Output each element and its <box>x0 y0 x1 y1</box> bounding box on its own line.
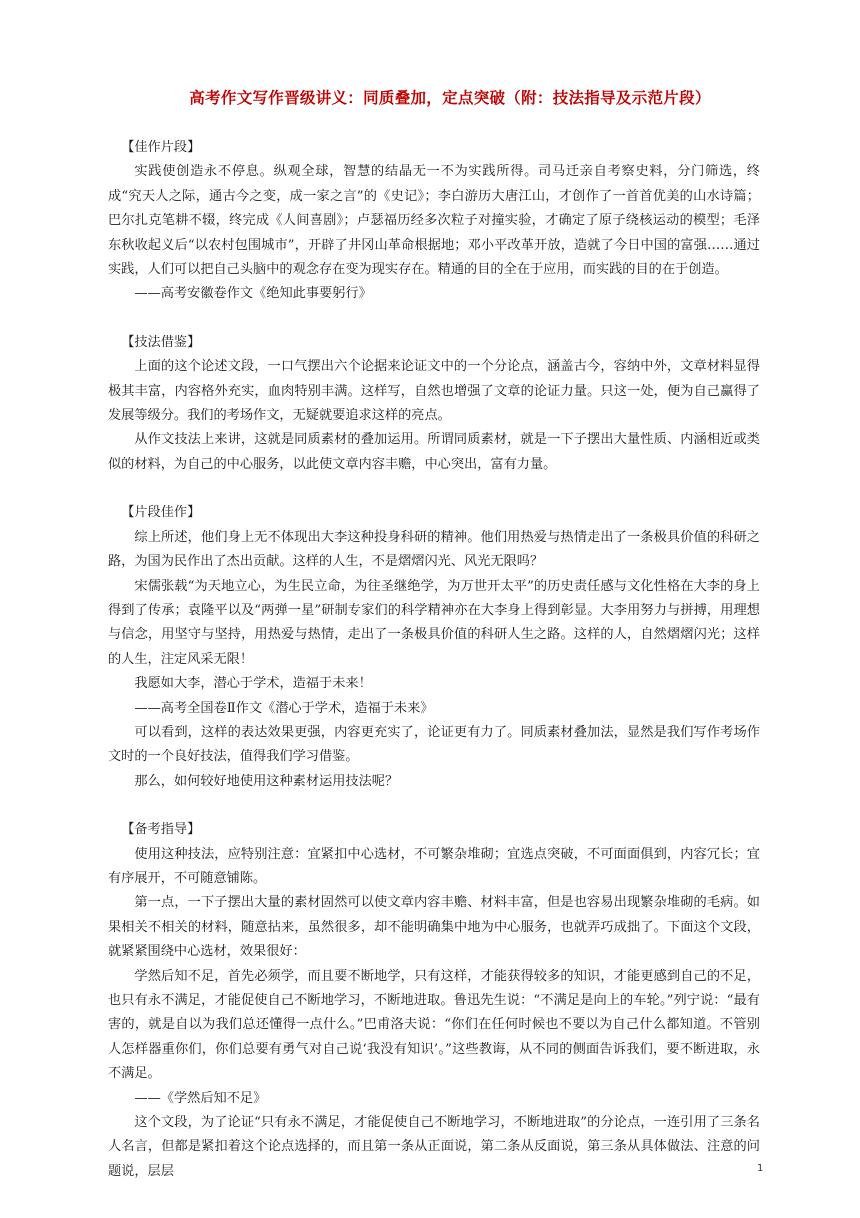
source-citation: ——高考全国卷Ⅱ作文《潜心于学术，造福于未来》 <box>134 700 434 716</box>
paragraph: 使用这种技法，应特别注意：宜紧扣中心选材，不可繁杂堆砌；宜选点突破，不可面面俱到，内容冗长；宜有序展开，不可随意铺陈。 <box>108 846 760 886</box>
paragraph: 从作文技法上来讲，这就是同质素材的叠加运用。所谓同质素材，就是一下子摆出大量性质、内涵相近或类似的材料，为自己的中心服务，以此使文章内容丰赡，中心突出，富有力量。 <box>108 432 760 472</box>
paragraph: 这个文段，为了论证“只有永不满足，才能促使自己不断地学习，不断地进取”的分论点，一连引用了三条名人名言，但都是紧扣着这个论点选择的，而且第一条从正面说，第二条从反面说，第三条从具体做法、注意的问题说，层层 <box>108 1115 760 1179</box>
section-heading-guidance: 【备考指导】 <box>121 822 201 838</box>
paragraph: 第一点，一下子摆出大量的素材固然可以使文章内容丰赡、材料丰富，但是也容易出现繁杂堆砌的毛病。如果相关不相关的材料，随意拈来，虽然很多，却不能明确集中地为中心服务，也就弄巧成拙了。下面这个文段，就紧紧围绕中心选材，效果很好： <box>108 895 760 960</box>
page-number: 1 <box>757 1163 764 1174</box>
paragraph: 上面的这个论述文段，一口气摆出六个论据来论证文中的一个分论点，涵盖古今，容纳中外，文章材料显得极其丰富，内容格外充实，血肉特别丰满。这样写，自然也增强了文章的论证力量。只这一处，便为自己赢得了发展等级分。我们的考场作文，无疑就要追求这样的亮点。 <box>108 359 760 424</box>
paragraph: 可以看到，这样的表达效果更强，内容更充实了，论证更有力了。同质素材叠加法，显然是我们写作考场作文时的一个良好技法，值得我们学习借鉴。 <box>108 724 760 765</box>
paragraph: 那么，如何较好地使用这种素材运用技法呢？ <box>134 773 399 789</box>
document-title: 高考作文写作晋级讲义：同质叠加，定点突破（附：技法指导及示范片段） <box>189 89 711 107</box>
source-citation: ——《学然后知不足》 <box>134 1090 267 1106</box>
source-citation: ——高考安徽卷作文《绝知此事要躬行》 <box>134 286 372 302</box>
paragraph: 我愿如大李，潜心于学术，造福于未来！ <box>134 676 372 692</box>
section-heading-technique: 【技法借鉴】 <box>121 334 201 350</box>
paragraph: 学然后知不足，首先必须学，而且要不断地学，只有这样，才能获得较多的知识，才能更感到自己的不足，也只有永不满足，才能促使自己不断地学习，不断地进取。鲁迅先生说：“不满足是向上的车轮。”列宁说：“最有害的，就是自以为我们总还懂得一点什么。”巴甫洛夫说：“你们在任何时候也不要以为自己什么都知道。不管别人怎样器重你们，你们总要有勇气对自己说‘我没有知识’。”这些教诲，从不同的侧面告诉我们，要不断进取，永不满足。 <box>108 968 760 1082</box>
section-heading-sample: 【片段佳作】 <box>121 505 201 521</box>
paragraph: 宋儒张载“为天地立心，为生民立命，为往圣继绝学，为万世开太平”的历史责任感与文化性格在大李的身上得到了传承；袁隆平以及“两弹一星”研制专家们的科学精神亦在大李身上得到彰显。大李用努力与拼搏，用理想与信念，用坚守与坚持，用热爱与热情，走出了一条极具价值的科研人生之路。这样的人，自然熠熠闪光；这样的人生，注定风采无限！ <box>108 578 760 667</box>
document-body <box>108 136 760 1184</box>
section-heading-excerpt: 【佳作片段】 <box>121 140 201 155</box>
paragraph: 实践使创造永不停息。纵观全球，智慧的结晶无一不为实践所得。司马迁亲自考察史料，分门筛选，终成“究天人之际，通古今之变，成一家之言”的《史记》；李白游历大唐江山，才创作了一首首优美的山水诗篇；巴尔扎克笔耕不辍，终完成《人间喜剧》；卢瑟福历经多次粒子对撞实验，才确定了原子绕核运动的模型；毛泽东秋收起义后“以农村包围城市”，开辟了井冈山革命根据地；邓小平改革开放，造就了今日中国的富强……通过实践，人们可以把自己头脑中的观念存在变为现实存在。精通的目的全在于应用，而实践的目的在于创造。 <box>108 164 760 278</box>
paragraph: 综上所述，他们身上无不体现出大李这种投身科研的精神。他们用热爱与热情走出了一条极具价值的科研之路，为国为民作出了杰出贡献。这样的人生，不是熠熠闪光、风光无限吗？ <box>108 529 760 570</box>
